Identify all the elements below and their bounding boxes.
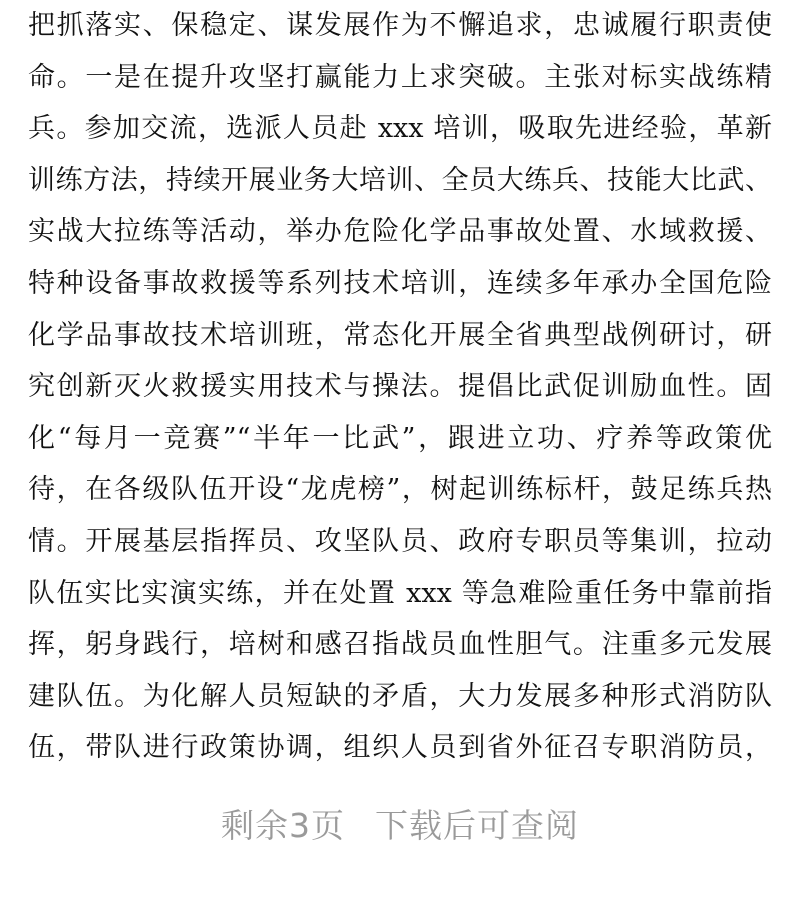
text-line: 兵。参加交流，选派人员赴 xxx 培训，吸取先进经验，革新 [28,113,772,145]
text-line: 化学品事故技术培训班，常态化开展全省典型战例研讨，研 [28,319,772,351]
text-line: 待，在各级队伍开设“龙虎榜”，树起训练标杆，鼓足练兵热 [28,474,772,506]
download-prompt[interactable] [0,800,800,847]
text-line: 训练方法，持续开展业务大培训、全员大练兵、技能大比武、 [28,164,772,196]
document-body [28,0,772,774]
text-line: 把抓落实、保稳定、谋发展作为不懈追求，忠诚履行职责使 [28,10,772,41]
text-line: 队伍实比实演实练，并在处置 xxx 等急难险重任务中靠前指 [28,577,772,609]
text-line: 命。一是在提升攻坚打赢能力上求突破。主张对标实战练精 [28,61,772,93]
download-to-view-label[interactable]: 下载后可查阅 [375,806,579,845]
text-line: 化“每月一竞赛”“半年一比武”，跟进立功、疗养等政策优 [28,422,772,454]
text-line: 实战大拉练等活动，举办危险化学品事故处置、水域救援、 [28,216,772,248]
text-line: 情。开展基层指挥员、攻坚队员、政府专职员等集训，拉动 [28,525,772,557]
text-line: 特种设备事故救援等系列技术培训，连续多年承办全国危险 [28,267,772,299]
text-line: 挥，躬身践行，培树和感召指战员血性胆气。注重多元发展 [28,629,772,661]
remaining-pages-label: 剩余3页 [221,806,345,845]
text-line: 建队伍。为化解人员短缺的矛盾，大力发展多种形式消防队 [28,680,772,712]
text-line: 伍，带队进行政策协调，组织人员到省外征召专职消防员， [28,732,772,764]
text-line: 究创新灭火救援实用技术与操法。提倡比武促训励血性。固 [28,371,772,403]
